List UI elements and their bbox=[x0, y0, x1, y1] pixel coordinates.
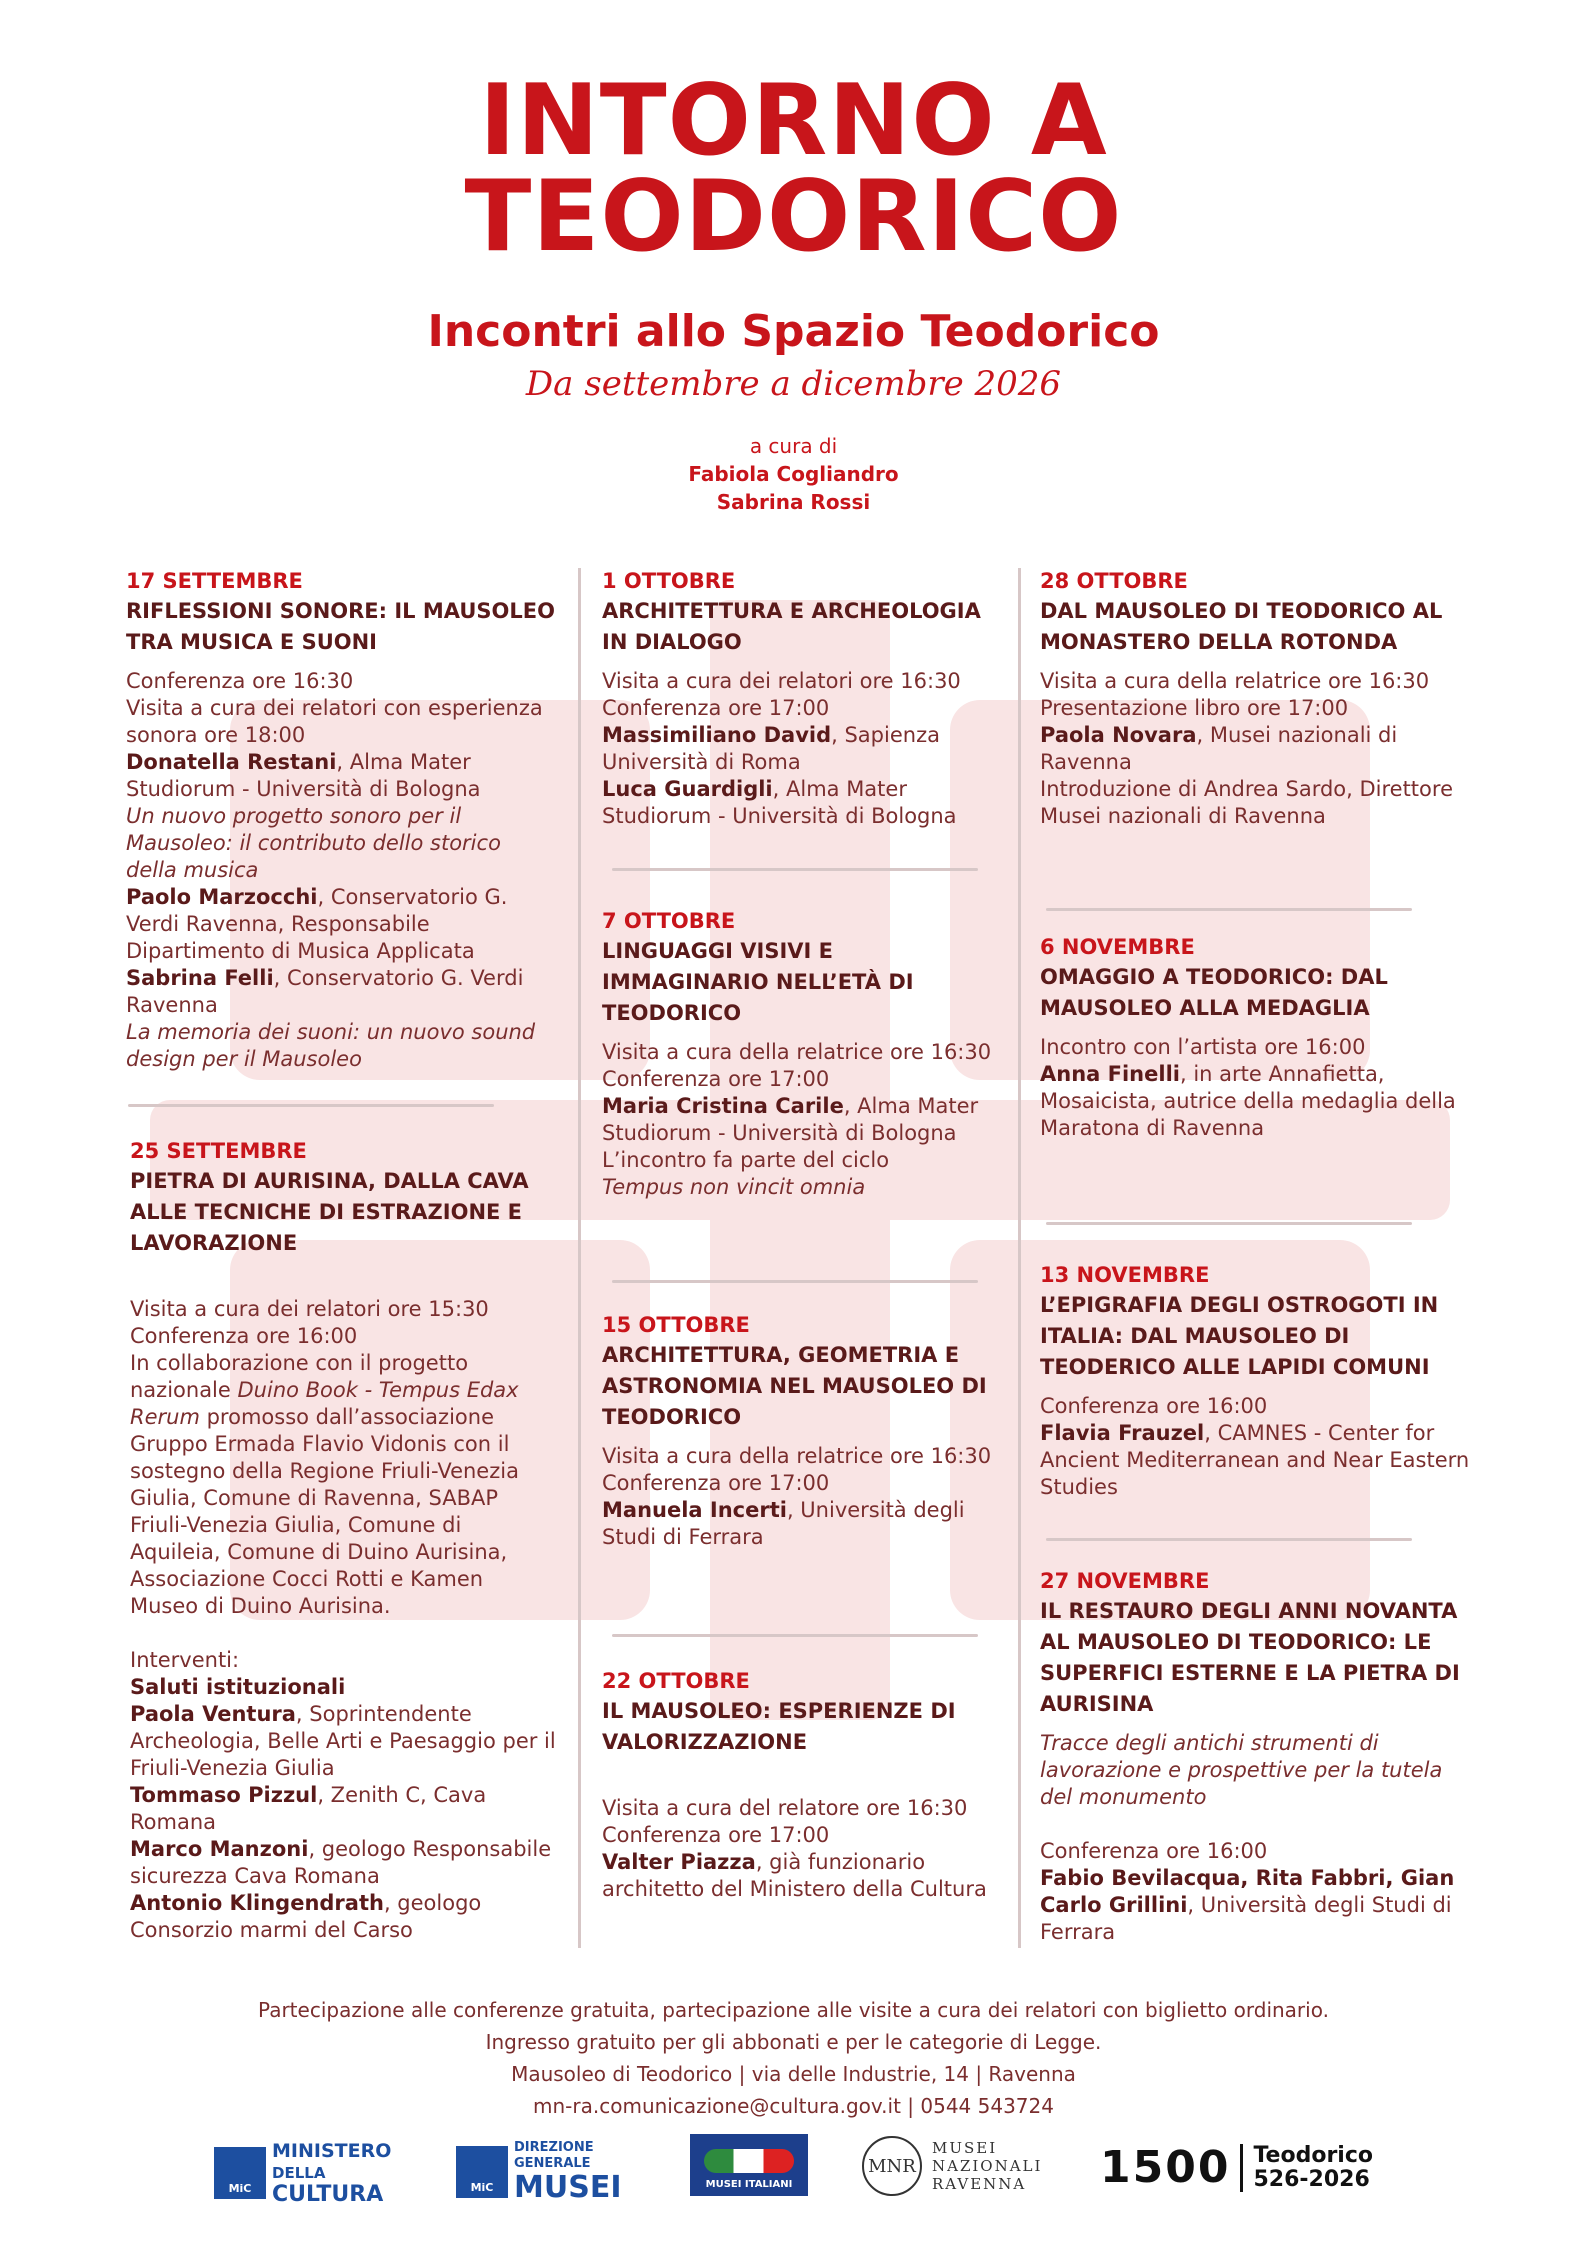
speaker bbox=[130, 1701, 556, 1782]
speaker bbox=[602, 776, 1002, 830]
period: Da settembre a dicembre 2026 bbox=[525, 364, 1062, 404]
subtitle: Incontri allo Spazio Teodorico bbox=[427, 306, 1160, 357]
speaker bbox=[126, 749, 556, 803]
speaker-affiliation: , geologo Responsabile sicurezza Cava Romana bbox=[130, 1837, 552, 1888]
speaker-name: Donatella Restani bbox=[126, 750, 337, 774]
cycle-note: L’incontro fa parte del ciclo bbox=[602, 1148, 890, 1172]
event-date: 6 NOVEMBRE bbox=[1040, 935, 1195, 959]
footer-line: Ingresso gratuito per gli abbonati e per le categorie di Legge. bbox=[485, 2030, 1102, 2054]
mnr-monogram-icon: MNR bbox=[862, 2136, 922, 2196]
teodorico-1500-mark: 1500 bbox=[1100, 2142, 1231, 2193]
logo-musei-italiani: MUSEI ITALIANI bbox=[690, 2134, 808, 2196]
schedule-line: Conferenza ore 17:00 bbox=[602, 1067, 830, 1091]
event-separator bbox=[612, 1280, 978, 1283]
speaker-name: Paola Novara bbox=[1040, 723, 1197, 747]
schedule-line: Conferenza ore 17:00 bbox=[602, 696, 830, 720]
event-details bbox=[602, 1039, 1002, 1201]
event-title: PIETRA DI AURISINA, DALLA CAVA ALLE TECNICHE DI ESTRAZIONE E LAVORAZIONE bbox=[130, 1169, 529, 1255]
speaker-affiliation: , in arte Annafietta, Mosaicista, autrice della medaglia della Maratona di Ravenna bbox=[1040, 1062, 1456, 1140]
speaker-affiliation: , Alma Mater Studiorum - Università di Bologna bbox=[602, 1094, 979, 1145]
schedule-line: Visita a cura dei relatori ore 15:30 bbox=[130, 1297, 489, 1321]
speaker-name: Paola Ventura bbox=[130, 1702, 296, 1726]
speaker-affiliation: , Conservatorio G. Verdi Ravenna, Responsabile Dipartimento di Musica Applicata bbox=[126, 885, 508, 963]
speaker bbox=[1040, 722, 1470, 776]
event-date: 27 NOVEMBRE bbox=[1040, 1569, 1210, 1593]
speaker bbox=[126, 884, 556, 965]
event-details bbox=[130, 1296, 556, 1944]
talk-title: Un nuovo progetto sonoro per il Mausoleo: il contributo dello storico della musica bbox=[126, 804, 501, 882]
schedule-line: Visita a cura dei relatori con esperienza sonora ore 18:00 bbox=[126, 696, 543, 747]
mic-emblem-icon: MiC bbox=[456, 2146, 508, 2198]
speaker-name: Antonio Klingendrath bbox=[130, 1891, 384, 1915]
event-28-ottobre bbox=[1040, 566, 1470, 830]
partner-logos bbox=[0, 2130, 1587, 2210]
event-1-ottobre bbox=[602, 566, 1002, 830]
speaker-affiliation: , Soprintendente Archeologia, Belle Arti e Paesaggio per il Friuli-Venezia Giulia bbox=[130, 1702, 556, 1780]
speaker-affiliation: , geologo Consorzio marmi del Carso bbox=[130, 1891, 482, 1942]
speaker-affiliation: , Università degli Studi di Ferrara bbox=[602, 1498, 965, 1549]
event-date: 1 OTTOBRE bbox=[602, 569, 736, 593]
schedule-line: Conferenza ore 16:00 bbox=[1040, 1394, 1268, 1418]
speaker bbox=[126, 965, 556, 1019]
musei-italiani-emblem-icon bbox=[704, 2149, 794, 2173]
collaboration-note: In collaborazione con il progetto nazionale Duino Book - Tempus Edax Rerum promosso dall’associazione Gruppo Ermada Flavio Vidonis con il sostegno della Regione Friuli-Venezia Giulia, Comune di Ravenna, SABAP Friuli-Venezia Giulia, Comune di Aquileia, Comune di Duino Aurisina, Associazione Cocci Rotti e Kamen Museo di Duino Aurisina. bbox=[130, 1351, 519, 1618]
event-details bbox=[1040, 1730, 1470, 1946]
event-separator bbox=[1046, 1538, 1412, 1541]
schedule-line: Visita a cura della relatrice ore 16:30 bbox=[1040, 669, 1430, 693]
speaker bbox=[130, 1782, 556, 1836]
event-title: RIFLESSIONI SONORE: IL MAUSOLEO TRA MUSICA E SUONI bbox=[126, 599, 555, 654]
speaker-affiliation: , già funzionario architetto del Ministero della Cultura bbox=[602, 1850, 987, 1901]
schedule-line: Visita a cura della relatrice ore 16:30 bbox=[602, 1444, 992, 1468]
event-title: LINGUAGGI VISIVI E IMMAGINARIO NELL’ETÀ DI TEODORICO bbox=[602, 939, 914, 1025]
schedule-line: Conferenza ore 17:00 bbox=[602, 1471, 830, 1495]
mic-emblem-icon: MiC bbox=[214, 2147, 266, 2199]
event-title: IL RESTAURO DEGLI ANNI NOVANTA AL MAUSOLEO DI TEODORICO: LE SUPERFICI ESTERNE E LA PIETRA DI AURISINA bbox=[1040, 1599, 1460, 1716]
speaker bbox=[130, 1890, 556, 1944]
speaker bbox=[130, 1674, 556, 1701]
curator-name: Fabiola Cogliandro bbox=[688, 462, 899, 486]
logo-direzione-musei: MiC DIREZIONE GENERALE MUSEI bbox=[456, 2140, 621, 2204]
footer-address: Mausoleo di Teodorico | via delle Industrie, 14 | Ravenna bbox=[511, 2062, 1076, 2086]
speaker bbox=[130, 1836, 556, 1890]
title-line-1: INTORNO A bbox=[479, 64, 1108, 178]
talk-subtitle: Tracce degli antichi strumenti di lavorazione e prospettive per la tutela del monumento bbox=[1040, 1731, 1443, 1809]
footer-contact: mn-ra.comunicazione@cultura.gov.it | 0544 543724 bbox=[533, 2094, 1054, 2118]
speaker-name: Maria Cristina Carile bbox=[602, 1094, 844, 1118]
event-25-settembre bbox=[130, 1136, 556, 1944]
speaker-name: Saluti istituzionali bbox=[130, 1675, 346, 1699]
speaker-name: Paolo Marzocchi bbox=[126, 885, 318, 909]
schedule-line: Visita a cura dei relatori ore 16:30 bbox=[602, 669, 961, 693]
event-title: IL MAUSOLEO: ESPERIENZE DI VALORIZZAZIONE bbox=[602, 1699, 956, 1754]
event-date: 7 OTTOBRE bbox=[602, 909, 736, 933]
logo-ministero-cultura: MiC MINISTERO DELLA CULTURA bbox=[214, 2140, 391, 2206]
speaker-affiliation: , Musei nazionali di Ravenna bbox=[1040, 723, 1398, 774]
schedule-line: Incontro con l’artista ore 16:00 bbox=[1040, 1035, 1366, 1059]
event-27-novembre bbox=[1040, 1566, 1470, 1946]
talk-title: La memoria dei suoni: un nuovo sound design per il Mausoleo bbox=[126, 1020, 536, 1071]
event-17-settembre bbox=[126, 566, 556, 1073]
speaker-name: Luca Guardigli bbox=[602, 777, 773, 801]
schedule-line: Conferenza ore 16:00 bbox=[1040, 1839, 1268, 1863]
event-7-ottobre bbox=[602, 906, 1002, 1201]
logo-teodorico-1500: 1500 Teodorico 526-2026 bbox=[1100, 2142, 1373, 2193]
footer-line: Partecipazione alle conferenze gratuita, partecipazione alle visite a cura dei relatori con biglietto ordinario. bbox=[258, 1998, 1329, 2022]
introduction-note: Introduzione di Andrea Sardo, Direttore Musei nazionali di Ravenna bbox=[1040, 777, 1453, 828]
event-date: 25 SETTEMBRE bbox=[130, 1139, 307, 1163]
speaker-name: Marco Manzoni bbox=[130, 1837, 309, 1861]
event-separator bbox=[1046, 908, 1412, 911]
curators bbox=[0, 432, 1587, 516]
speaker bbox=[602, 1093, 1002, 1147]
speaker bbox=[602, 1849, 1002, 1903]
schedule-line: Visita a cura della relatrice ore 16:30 bbox=[602, 1040, 992, 1064]
interventi-label: Interventi: bbox=[130, 1648, 240, 1672]
speaker-affiliation: , Università degli Studi di Ferrara bbox=[1040, 1893, 1452, 1944]
speaker-affiliation: , Zenith C, Cava Romana bbox=[130, 1783, 487, 1834]
speaker-affiliation: , Sapienza Università di Roma bbox=[602, 723, 940, 774]
event-details bbox=[126, 668, 556, 1073]
event-title: OMAGGIO A TEODORICO: DAL MAUSOLEO ALLA MEDAGLIA bbox=[1040, 965, 1388, 1020]
speaker bbox=[1040, 1420, 1470, 1501]
event-13-novembre bbox=[1040, 1260, 1470, 1501]
logo-musei-nazionali-ravenna: MNR MUSEI NAZIONALI RAVENNA bbox=[862, 2136, 1042, 2196]
speaker-affiliation: , CAMNES - Center for Ancient Mediterranean and Near Eastern Studies bbox=[1040, 1421, 1470, 1499]
event-date: 17 SETTEMBRE bbox=[126, 569, 303, 593]
event-details bbox=[1040, 668, 1470, 830]
speaker-affiliation: , Conservatorio G. Verdi Ravenna bbox=[126, 966, 524, 1017]
event-separator bbox=[612, 1634, 978, 1637]
event-title: L’EPIGRAFIA DEGLI OSTROGOTI IN ITALIA: DAL MAUSOLEO DI TEODERICO ALLE LAPIDI COMUNI bbox=[1040, 1293, 1439, 1379]
event-separator bbox=[612, 868, 978, 871]
event-15-ottobre bbox=[602, 1310, 1002, 1551]
column-divider bbox=[1018, 568, 1021, 1948]
event-details bbox=[1040, 1393, 1470, 1501]
event-6-novembre bbox=[1040, 932, 1470, 1142]
column-divider bbox=[578, 568, 581, 1948]
speaker-name: Valter Piazza bbox=[602, 1850, 756, 1874]
speaker-name: Fabio Bevilacqua, Rita Fabbri, Gian Carlo Grillini bbox=[1040, 1866, 1455, 1917]
event-date: 22 OTTOBRE bbox=[602, 1669, 750, 1693]
speaker-affiliation: , Alma Mater Studiorum - Università di Bologna bbox=[126, 750, 481, 801]
speaker-name: Flavia Frauzel bbox=[1040, 1421, 1205, 1445]
event-separator bbox=[1046, 1222, 1412, 1225]
event-details bbox=[602, 1443, 1002, 1551]
speaker-name: Sabrina Felli bbox=[126, 966, 274, 990]
event-date: 13 NOVEMBRE bbox=[1040, 1263, 1210, 1287]
event-22-ottobre bbox=[602, 1666, 1002, 1903]
speaker-name: Massimiliano David bbox=[602, 723, 832, 747]
speaker-name: Manuela Incerti bbox=[602, 1498, 787, 1522]
event-details bbox=[602, 1795, 1002, 1903]
title-line-2: TEODORICO bbox=[464, 160, 1123, 274]
schedule-line: Conferenza ore 16:00 bbox=[130, 1324, 358, 1348]
footer-info bbox=[0, 1994, 1587, 2122]
cycle-title: Tempus non vincit omnia bbox=[602, 1175, 866, 1199]
schedule-line: Visita a cura del relatore ore 16:30 bbox=[602, 1796, 968, 1820]
schedule-line: Conferenza ore 17:00 bbox=[602, 1823, 830, 1847]
speaker bbox=[1040, 1061, 1470, 1142]
event-date: 28 OTTOBRE bbox=[1040, 569, 1188, 593]
event-details bbox=[1040, 1034, 1470, 1142]
curated-by-label: a cura di bbox=[749, 434, 838, 458]
speaker bbox=[1040, 1865, 1470, 1946]
event-separator bbox=[128, 1104, 494, 1107]
speaker-name: Anna Finelli bbox=[1040, 1062, 1180, 1086]
schedule-line: Conferenza ore 16:30 bbox=[126, 669, 354, 693]
event-title: DAL MAUSOLEO DI TEODORICO AL MONASTERO DELLA ROTONDA bbox=[1040, 599, 1443, 654]
speaker bbox=[602, 722, 1002, 776]
speaker bbox=[602, 1497, 1002, 1551]
curator-name: Sabrina Rossi bbox=[716, 490, 871, 514]
speaker-name: Tommaso Pizzul bbox=[130, 1783, 318, 1807]
event-date: 15 OTTOBRE bbox=[602, 1313, 750, 1337]
event-details bbox=[602, 668, 1002, 830]
event-title: ARCHITETTURA E ARCHEOLOGIA IN DIALOGO bbox=[602, 599, 981, 654]
event-title: ARCHITETTURA, GEOMETRIA E ASTRONOMIA NEL MAUSOLEO DI TEODORICO bbox=[602, 1343, 987, 1429]
speaker-affiliation: , Alma Mater Studiorum - Università di Bologna bbox=[602, 777, 957, 828]
schedule-line: Presentazione libro ore 17:00 bbox=[1040, 696, 1349, 720]
